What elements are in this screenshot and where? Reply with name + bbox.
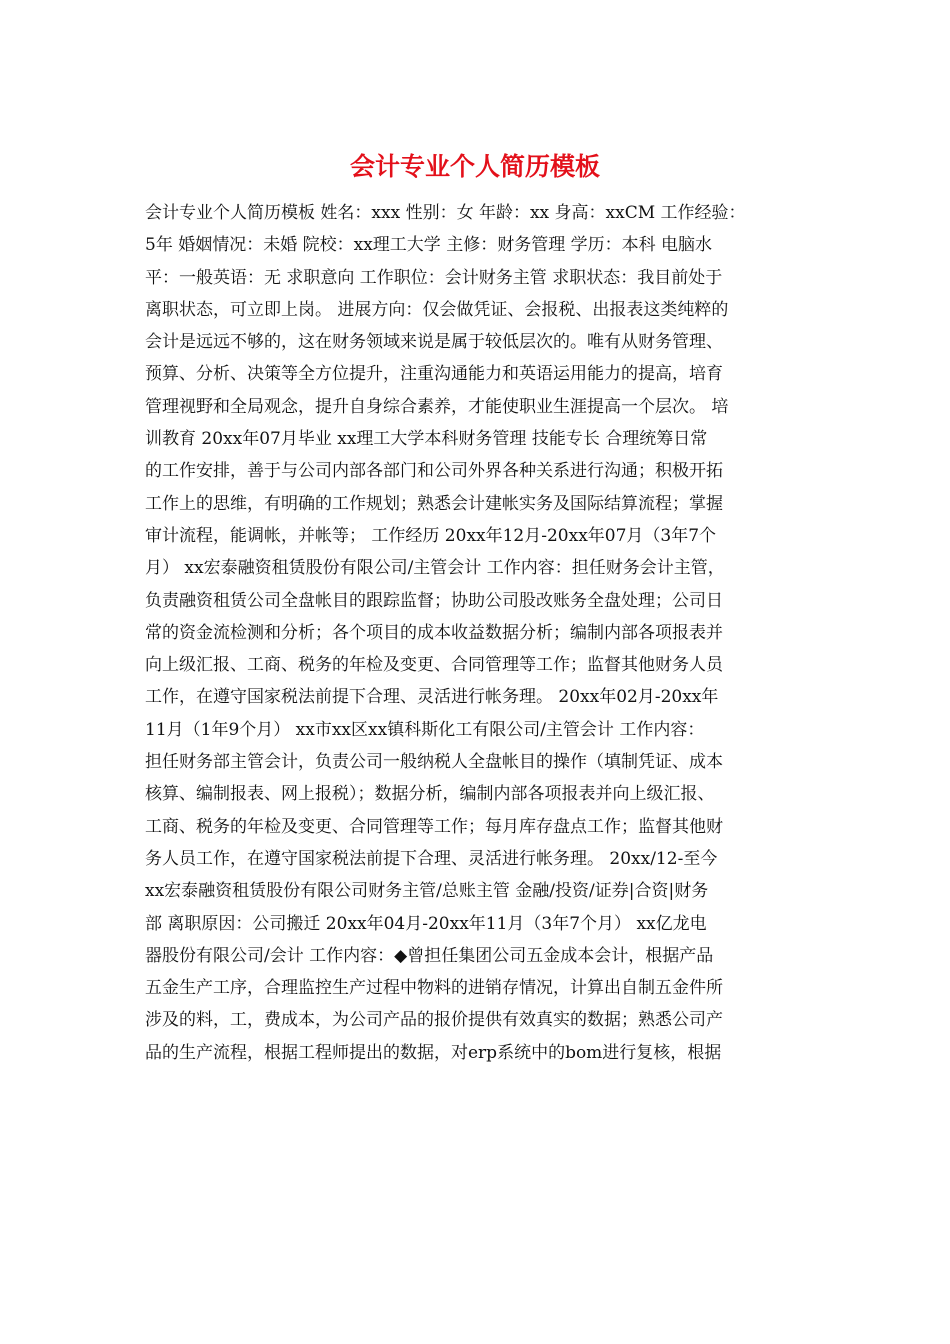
body-line: 平：一般英语：无 求职意向 工作职位：会计财务主管 求职状态：我目前处于 (145, 267, 723, 288)
body-line: 审计流程，能调帐，并帐等； 工作经历 20xx年12月-20xx年07月（3年7个 (145, 525, 717, 546)
body-line: 负责融资租赁公司全盘帐目的跟踪监督；协助公司股改账务全盘处理；公司日 (145, 590, 723, 611)
body-line: 核算、编制报表、网上报税）；数据分析，编制内部各项报表并向上级汇报、 (145, 784, 715, 805)
body-line: 会计是远远不够的，这在财务领域来说是属于较低层次的。唯有从财务管理、 (145, 332, 723, 353)
body-line: 工作，在遵守国家税法前提下合理、灵活进行帐务理。 20xx年02月-20xx年 (145, 687, 719, 708)
body-line: 管理视野和全局观念，提升自身综合素养，才能使职业生涯提高一个层次。 培 (145, 396, 729, 417)
body-line: 涉及的料，工，费成本，为公司产品的报价提供有效真实的数据；熟悉公司产 (145, 1010, 723, 1031)
body-line: 会计专业个人简历模板 姓名：xxx 性别：女 年龄：xx 身高：xxCM 工作经验： (145, 203, 746, 223)
body-line: 的工作安排，善于与公司内部各部门和公司外界各种关系进行沟通；积极开拓 (145, 461, 723, 482)
body-line: 月） xx宏泰融资租赁股份有限公司/主管会计 工作内容：担任财务会计主管， (145, 558, 725, 579)
body-line: 品的生产流程，根据工程师提出的数据，对erp系统中的bom进行复核，根据 (145, 1042, 722, 1063)
body-line: 工作上的思维，有明确的工作规划；熟悉会计建帐实务及国际结算流程；掌握 (145, 493, 723, 514)
body-line: 工商、税务的年检及变更、合同管理等工作；每月库存盘点工作；监督其他财 (145, 816, 723, 837)
body-line: 向上级汇报、工商、税务的年检及变更、合同管理等工作；监督其他财务人员 (145, 655, 723, 676)
body-line: 训教育 20xx年07月毕业 xx理工大学本科财务管理 技能专长 合理统筹日常 (145, 429, 708, 450)
body-line: 预算、分析、决策等全方位提升，注重沟通能力和英语运用能力的提高，培育 (145, 364, 723, 385)
body-line: 务人员工作，在遵守国家税法前提下合理、灵活进行帐务理。 20xx/12-至今 (145, 848, 718, 869)
body-line: 11月（1年9个月） xx市xx区xx镇科斯化工有限公司/主管会计 工作内容： (145, 719, 705, 740)
body-line: 器股份有限公司/会计 工作内容：◆曾担任集团公司五金成本会计，根据产品 (145, 945, 714, 966)
body-line: 5年 婚姻情况：未婚 院校：xx理工大学 主修：财务管理 学历：本科 电脑水 (145, 235, 713, 256)
document-body (145, 197, 805, 1069)
body-line: 五金生产工序，合理监控生产过程中物料的进销存情况，计算出自制五金件所 (145, 978, 723, 999)
body-line: 担任财务部主管会计，负责公司一般纳税人全盘帐目的操作（填制凭证、成本 (145, 752, 723, 773)
body-line: 常的资金流检测和分析；各个项目的成本收益数据分析；编制内部各项报表并 (145, 622, 723, 643)
document-title: 会计专业个人简历模板 (349, 152, 600, 181)
body-line: 部 离职原因：公司搬迁 20xx年04月-20xx年11月（3年7个月） xx亿龙电 (145, 913, 707, 934)
body-line: xx宏泰融资租赁股份有限公司财务主管/总账主管 金融/投资/证券|合资|财务 (145, 881, 709, 902)
body-line: 离职状态，可立即上岗。 进展方向：仅会做凭证、会报税、出报表这类纯粹的 (145, 299, 729, 320)
